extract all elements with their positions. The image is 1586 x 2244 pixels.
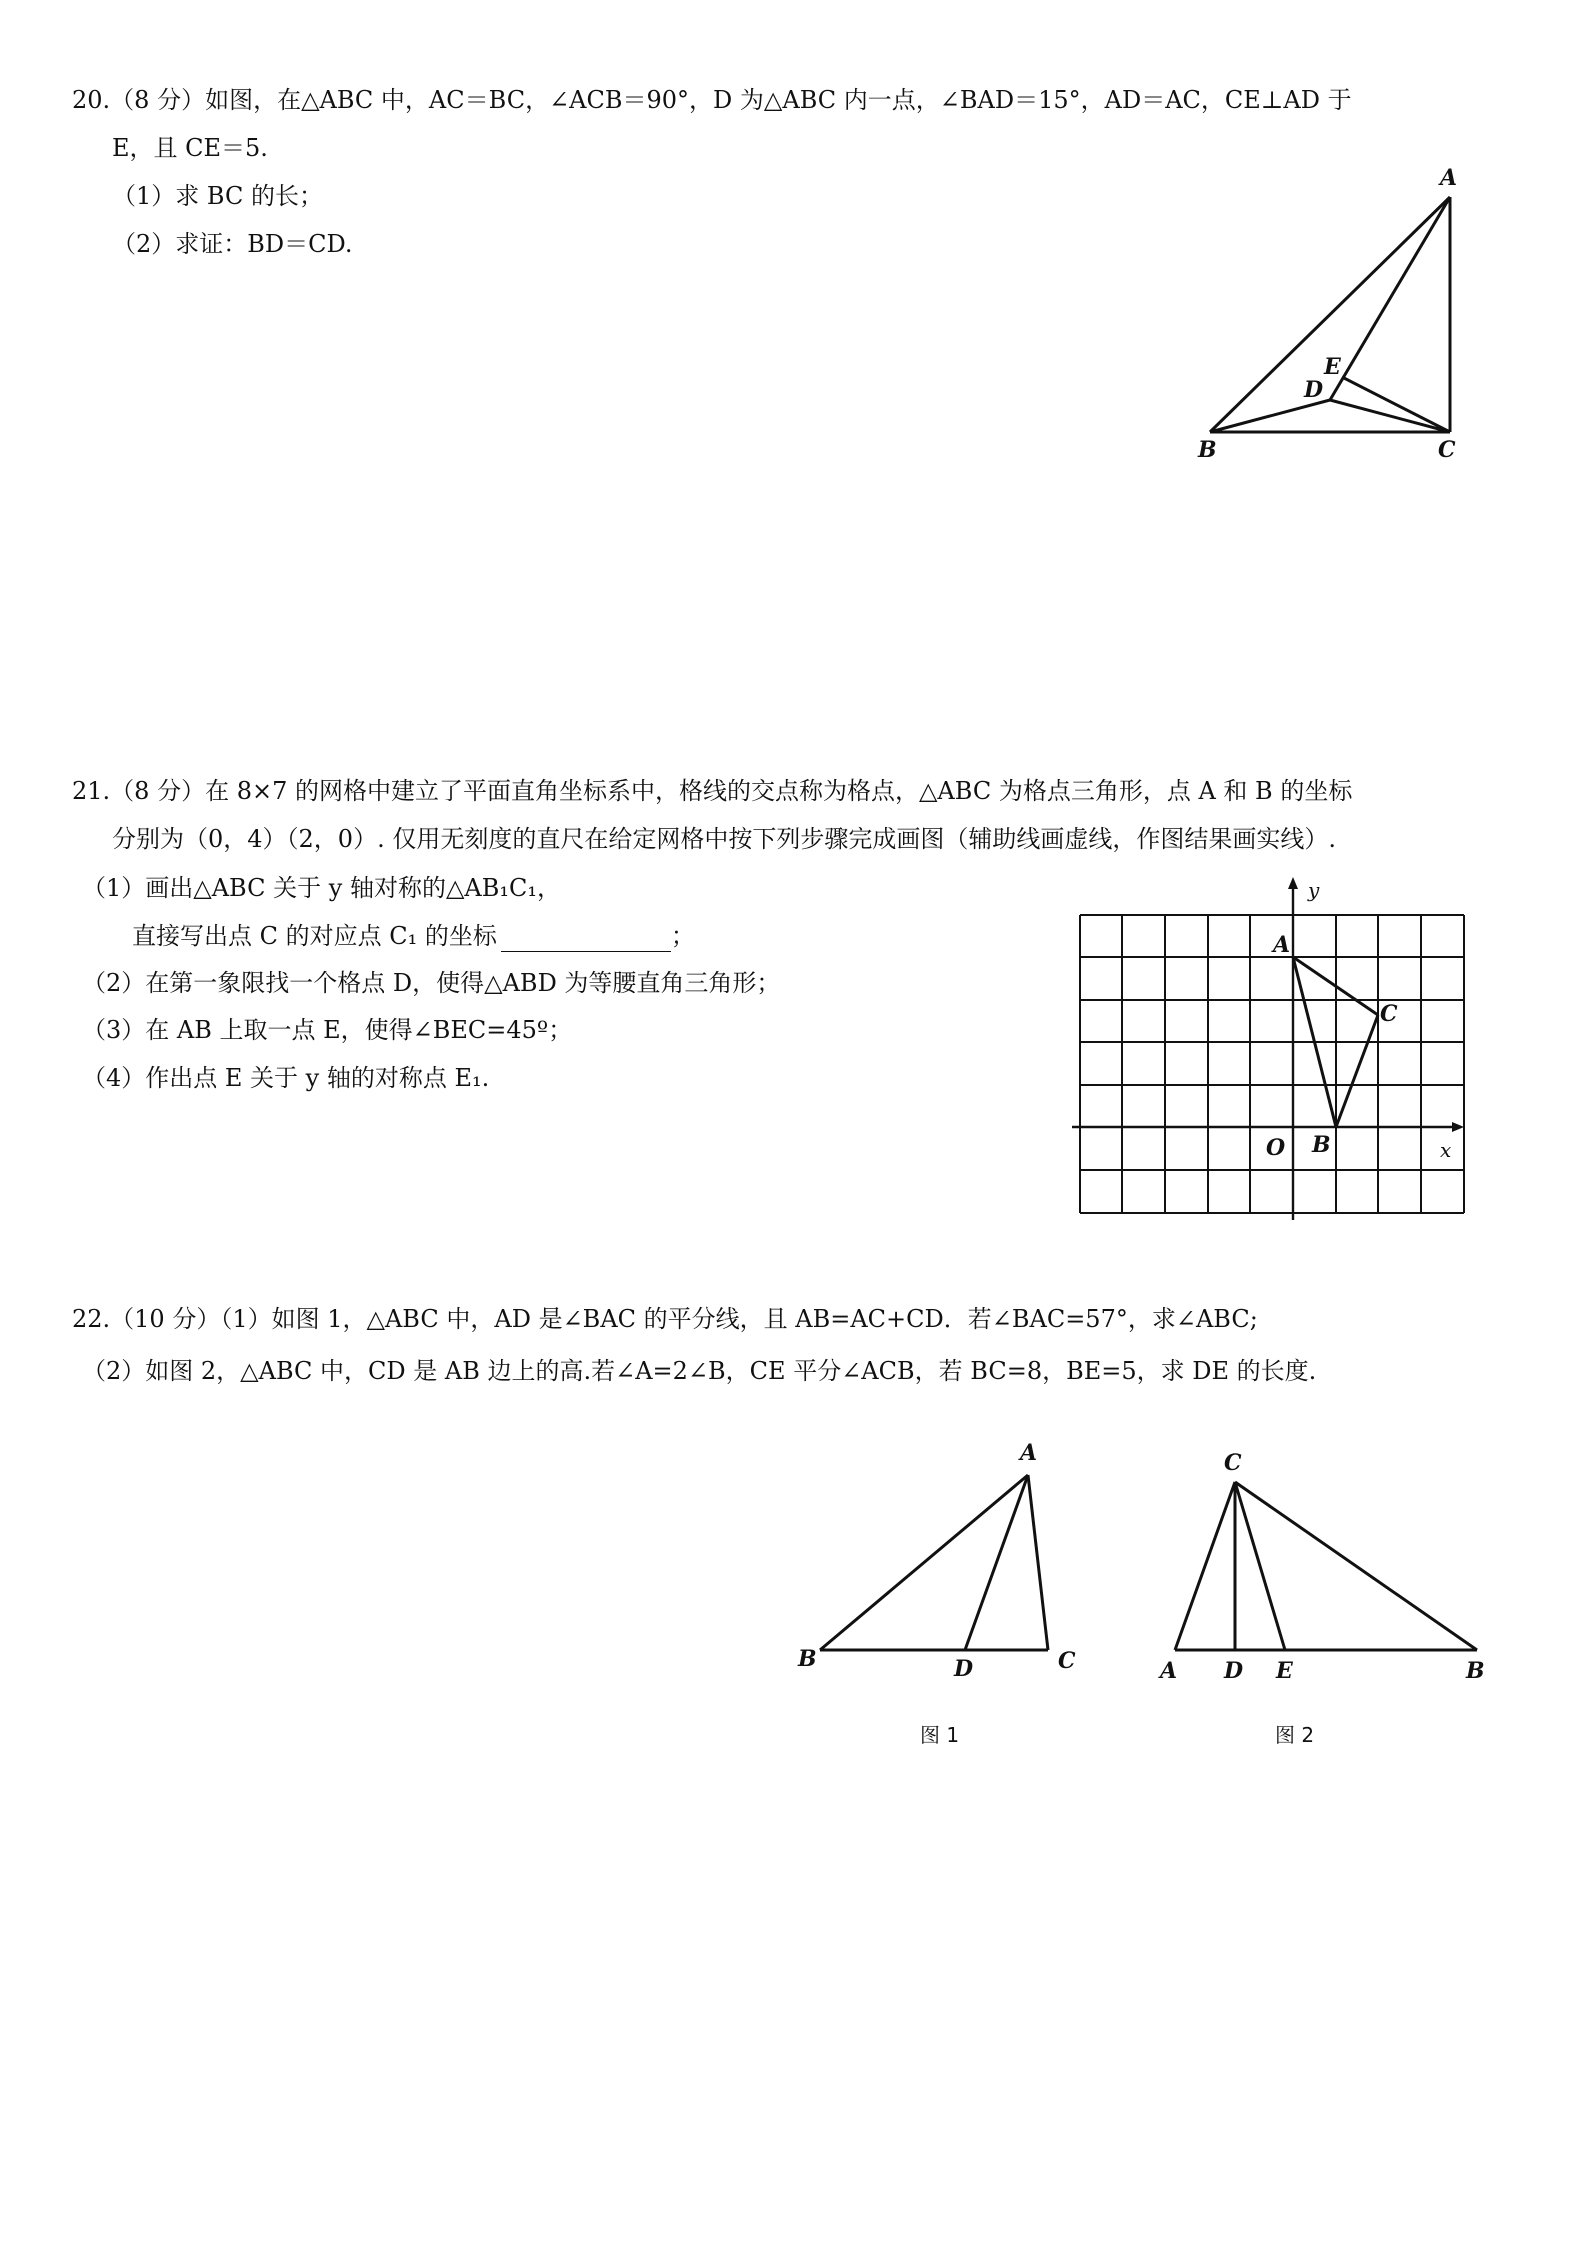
problem-21-question-4: （4）作出点 E 关于 y 轴的对称点 E₁. xyxy=(82,1064,490,1092)
y-axis-label: y xyxy=(1308,878,1320,902)
answer-blank[interactable] xyxy=(501,927,671,952)
grid-label-o: O xyxy=(1266,1135,1286,1161)
problem-21-question-3: （3）在 AB 上取一点 E，使得∠BEC=45º； xyxy=(82,1016,573,1044)
problem-22-line2: （2）如图 2，△ABC 中，CD 是 AB 边上的高.若∠A=2∠B，CE 平分∠ACB，若 BC=8，BE=5，求 DE 的长度. xyxy=(82,1357,1317,1385)
problem-22-line1: 22.（10 分）（1）如图 1，△ABC 中，AD 是∠BAC 的平分线，且 AB=AC+CD．若∠BAC=57°，求∠ABC; xyxy=(72,1305,1258,1333)
y-axis-arrow-icon xyxy=(1288,877,1298,889)
problem-20-question-1: （1）求 BC 的长； xyxy=(112,182,323,210)
figure-1-caption: 图 1 xyxy=(920,1723,960,1747)
grid-label-c: C xyxy=(1380,1001,1398,1027)
problem-20-line1: 20.（8 分）如图，在△ABC 中，AC＝BC，∠ACB＝90°，D 为△ABC 内一点，∠BAD＝15°，AD＝AC，CE⊥AD 于 xyxy=(72,86,1352,114)
problem-21-question-1b-text: 直接写出点 C 的对应点 C₁ 的坐标 xyxy=(132,922,497,950)
figure-2 xyxy=(1175,1482,1477,1650)
fig2-label-a: A xyxy=(1160,1658,1178,1684)
problem-21-question-1: （1）画出△ABC 关于 y 轴对称的△AB₁C₁， xyxy=(82,874,561,902)
figure-1 xyxy=(820,1475,1048,1650)
grid-label-a: A xyxy=(1273,932,1291,958)
fig1-label-d: D xyxy=(954,1656,974,1682)
problem-21-question-2: （2）在第一象限找一个格点 D，使得△ABD 为等腰直角三角形； xyxy=(82,969,781,997)
figure-2-caption: 图 2 xyxy=(1275,1723,1315,1747)
fig2-label-c: C xyxy=(1224,1450,1242,1476)
problem-21-line2: 分别为（0，4）（2，0）. 仅用无刻度的直尺在给定网格中按下列步骤完成画图（辅助线画虚线，作图结果画实线）. xyxy=(112,825,1336,853)
problem-21-line1: 21.（8 分）在 8×7 的网格中建立了平面直角坐标系中，格线的交点称为格点，△ABC 为格点三角形，点 A 和 B 的坐标 xyxy=(72,777,1353,805)
fig20-label-a: A xyxy=(1440,165,1458,191)
fig20-label-e: E xyxy=(1324,354,1341,380)
fig1-label-a: A xyxy=(1020,1440,1038,1466)
fig20-label-c: C xyxy=(1438,437,1456,463)
x-axis-label: x xyxy=(1440,1138,1452,1162)
fig1-label-b: B xyxy=(798,1646,817,1672)
problem-21-grid-figure xyxy=(1070,875,1470,1220)
problem-22-figures xyxy=(780,1420,1520,1760)
x-axis-arrow-icon xyxy=(1452,1122,1464,1132)
problem-21-question-1b-end: ； xyxy=(670,922,695,950)
fig2-label-d: D xyxy=(1224,1658,1244,1684)
problem-20-question-2: （2）求证：BD＝CD. xyxy=(112,230,353,258)
fig20-label-b: B xyxy=(1198,437,1217,463)
fig20-label-d: D xyxy=(1304,377,1324,403)
fig2-label-b: B xyxy=(1466,1658,1485,1684)
grid-label-b: B xyxy=(1312,1132,1331,1158)
problem-20-line2: E，且 CE＝5. xyxy=(112,134,268,162)
fig1-label-c: C xyxy=(1058,1648,1076,1674)
problem-21-question-1b xyxy=(132,920,695,952)
problem-20-figure xyxy=(1180,155,1480,475)
fig2-label-e: E xyxy=(1276,1658,1293,1684)
